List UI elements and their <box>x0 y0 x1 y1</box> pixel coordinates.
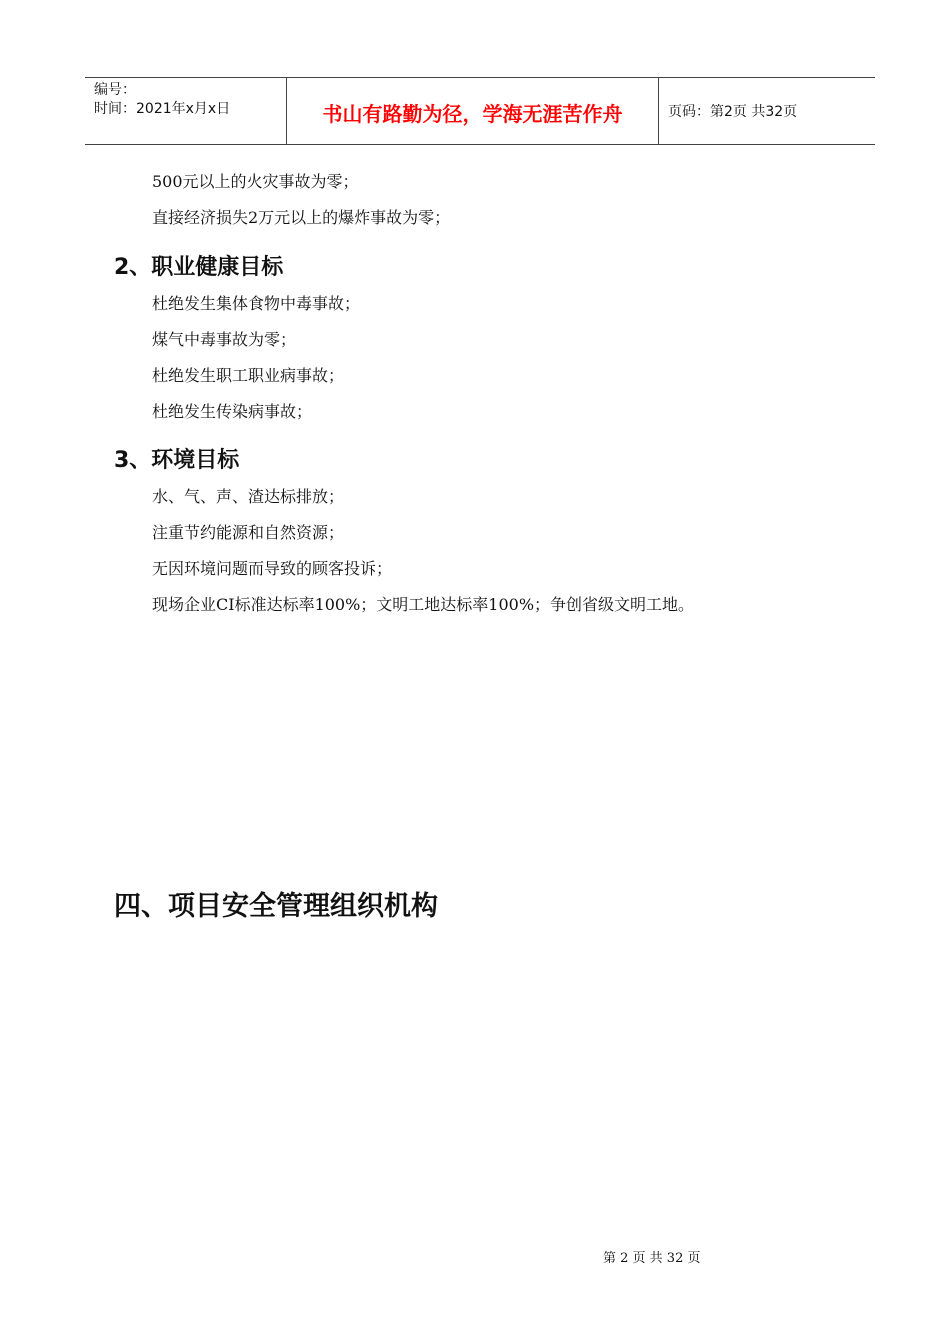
section-heading-environment: 3、环境目标 <box>114 448 240 473</box>
body-line: 杜绝发生传染病事故； <box>152 402 313 421</box>
body-line: 注重节约能源和自然资源； <box>152 523 345 542</box>
header-motto: 书山有路勤为径，学海无涯苦作舟 <box>287 78 659 144</box>
body-line: 500元以上的火灾事故为零； <box>152 172 359 191</box>
body-line: 直接经济损失2万元以上的爆炸事故为零； <box>152 208 451 227</box>
body-line: 杜绝发生集体食物中毒事故； <box>152 294 361 313</box>
page-header <box>85 77 875 145</box>
body-line: 无因环境问题而导致的顾客投诉； <box>152 559 393 578</box>
body-line: 水、气、声、渣达标排放； <box>152 487 345 506</box>
chapter-heading: 四、项目安全管理组织机构 <box>114 891 438 922</box>
header-page-info: 页码：第2页 共32页 <box>668 104 798 120</box>
page-footer: 第 2 页 共 32 页 <box>603 1251 701 1266</box>
header-time: 时间：2021年x月x日 <box>94 101 231 117</box>
section-heading-occupational-health: 2、职业健康目标 <box>114 255 284 280</box>
body-line: 杜绝发生职工职业病事故； <box>152 366 345 385</box>
header-number: 编号： <box>94 82 136 98</box>
body-line: 煤气中毒事故为零； <box>152 330 297 349</box>
body-line: 现场企业CI标准达标率100%；文明工地达标率100%；争创省级文明工地。 <box>152 595 695 614</box>
header-meta <box>85 78 287 144</box>
